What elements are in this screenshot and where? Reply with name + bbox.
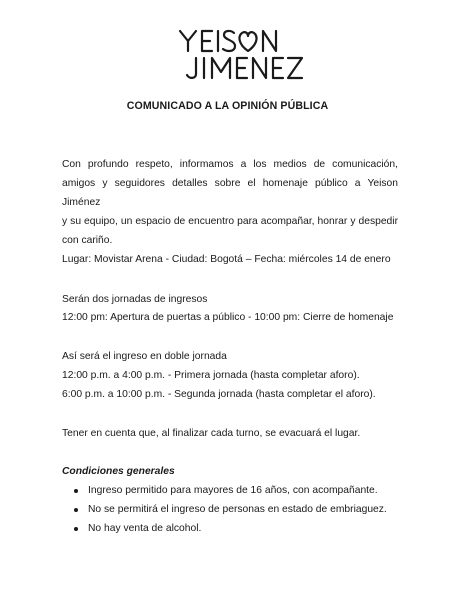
condition-text: No hay venta de alcohol. [88,523,202,534]
bullet-icon [74,527,78,531]
first-shift: 12:00 p.m. a 4:00 p.m. - Primera jornada (hasta completar aforo). [62,370,360,381]
evacuation-note: Tener en cuenta que, al finalizar cada turno, se evacuará el lugar. [62,428,361,439]
intro-paragraph [62,155,398,250]
condition-item [62,500,387,519]
condition-text: Ingreso permitido para mayores de 16 años, con acompañante. [88,485,378,496]
bullet-icon [74,489,78,493]
sessions-schedule: 12:00 pm: Apertura de puertas a público - 10:00 pm: Cierre de homenaje [62,312,394,323]
condition-text: No se permitirá el ingreso de personas en estado de embriaguez. [88,504,387,515]
condition-item [62,519,387,538]
condition-item [62,481,387,500]
intro-line: y su equipo, un espacio de encuentro para acompañar, honrar y despedir [62,216,398,227]
page-title: COMUNICADO A LA OPINIÓN PÚBLICA [126,100,329,112]
intro-line: Con profundo respeto, informamos a los medios de comunicación, [62,159,398,170]
double-shift-heading: Así será el ingreso en doble jornada [62,351,227,362]
conditions-list [62,481,387,538]
intro-line: amigos y seguidores detalles sobre el homenaje público a Yeison Jiménez [62,178,398,208]
second-shift: 6:00 p.m. a 10:00 p.m. - Segunda jornada (hasta completar el aforo). [62,389,376,400]
sessions-heading: Serán dos jornadas de ingresos [62,294,208,305]
location-line: Lugar: Movistar Arena - Ciudad: Bogotá – Fecha: miércoles 14 de enero [62,254,391,265]
logo-wordmark [180,31,302,78]
yeison-jimenez-logo [0,24,455,82]
intro-line: con cariño. [62,235,113,246]
conditions-heading: Condiciones generales [62,466,175,477]
bullet-icon [74,508,78,512]
